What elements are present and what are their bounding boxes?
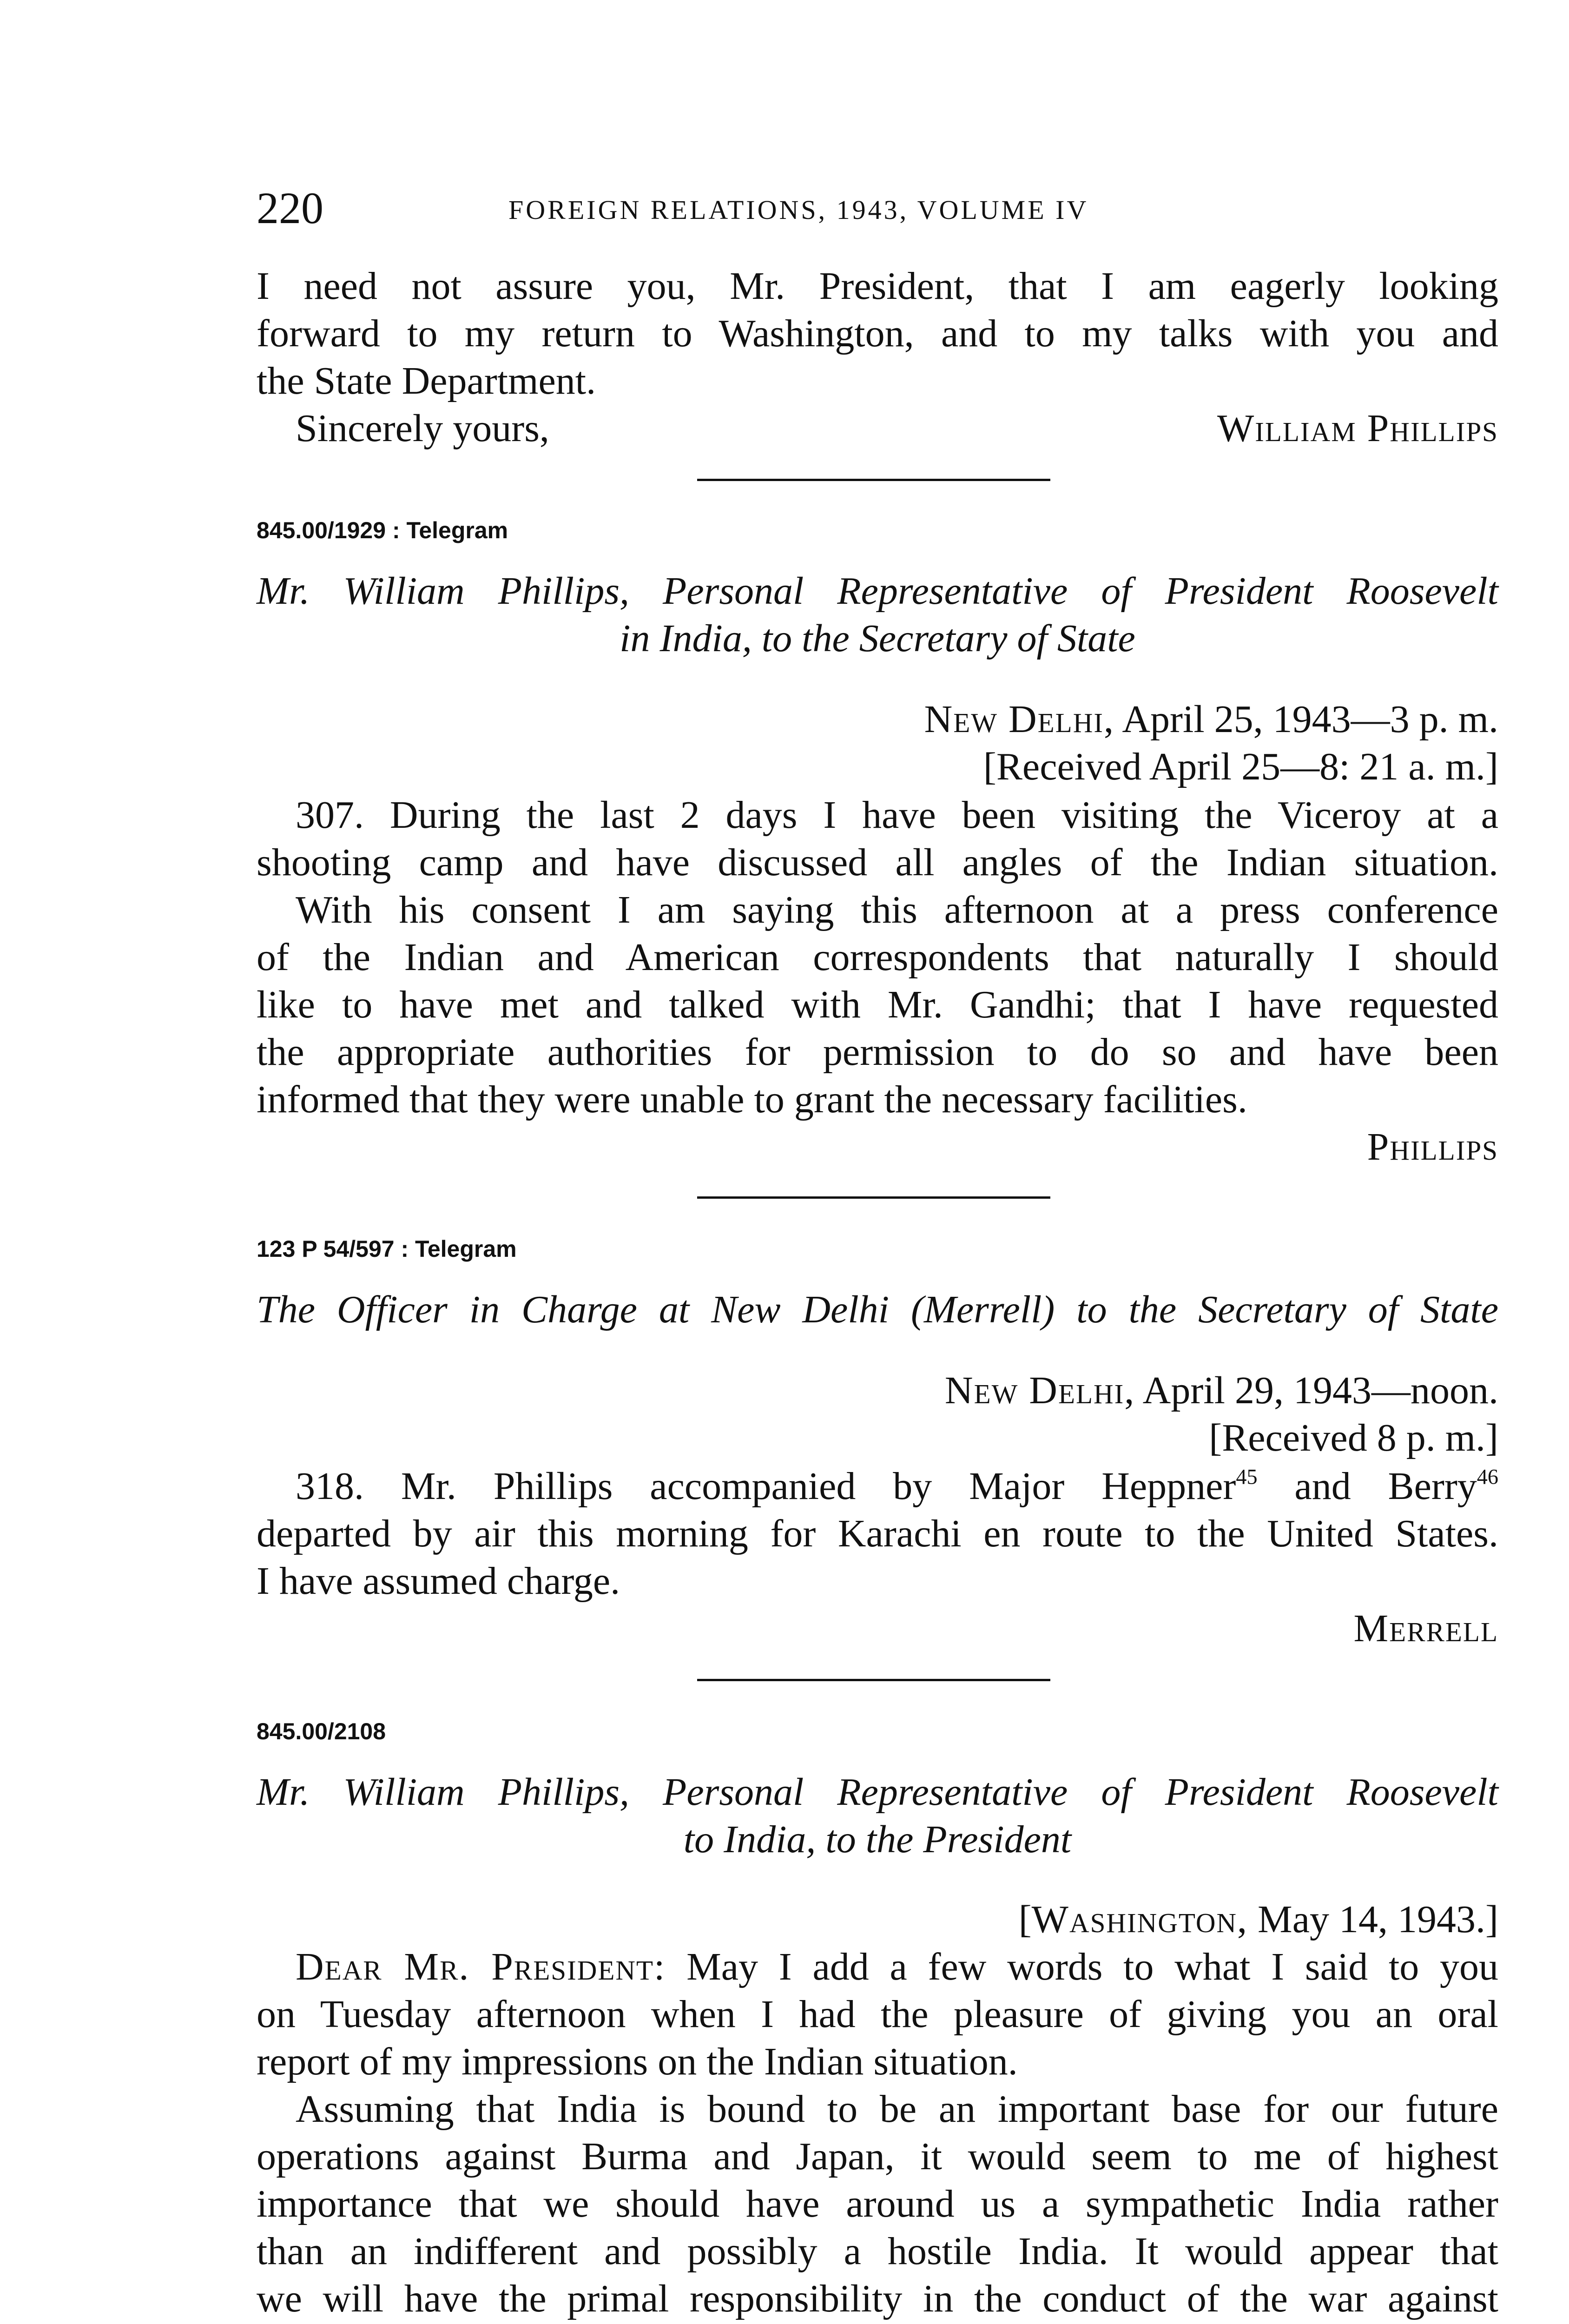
section-divider	[697, 1679, 1050, 1681]
paragraph-line: we will have the primal responsibility in the conduct of the war against	[257, 2277, 1498, 2320]
dateline-place: New Delhi,	[924, 698, 1114, 741]
signature: Phillips	[1367, 1125, 1498, 1169]
document-heading: The Officer in Charge at New Delhi (Merrell) to the Secretary of State	[257, 1288, 1498, 1331]
paragraph-line: shooting camp and have discussed all angles of the Indian situation.	[257, 841, 1498, 884]
paragraph-line: the appropriate authorities for permission to do so and have been	[257, 1030, 1498, 1074]
dateline-place: Washington,	[1031, 1898, 1248, 1941]
received-note: [Received 8 p. m.]	[1209, 1416, 1498, 1459]
paragraph-line: the State Department.	[257, 359, 596, 403]
document-heading: to India, to the President	[683, 1818, 1072, 1861]
document-heading: Mr. William Phillips, Personal Representative of President Roosevelt	[257, 569, 1498, 613]
signature: Merrell	[1353, 1607, 1498, 1650]
received-note: [Received April 25—8: 21 a. m.]	[983, 745, 1498, 788]
paragraph-text: 318. Mr. Phillips accompanied by Major Heppner	[296, 1465, 1236, 1508]
footnote-ref: 46	[1477, 1465, 1498, 1489]
running-title: FOREIGN RELATIONS, 1943, VOLUME IV	[508, 195, 1089, 225]
paragraph-line: I have assumed charge.	[257, 1559, 620, 1603]
paragraph-line: Assuming that India is bound to be an important base for our future	[296, 2087, 1498, 2131]
running-head	[257, 182, 1498, 234]
paragraph-line: informed that they were unable to grant the necessary facilities.	[257, 1078, 1247, 1121]
document-heading: in India, to the Secretary of State	[620, 617, 1135, 660]
paragraph-line: I need not assure you, Mr. President, that I am eagerly looking	[257, 264, 1498, 308]
page-number: 220	[257, 183, 323, 233]
paragraph-text: May I add a few words to what I said to you	[666, 1945, 1499, 1988]
document-file-id: 123 P 54/597 : Telegram	[257, 1236, 517, 1262]
closing-line	[257, 405, 1498, 452]
paragraph-line: departed by air this morning for Karachi en route to the United States.	[257, 1512, 1498, 1555]
dateline-date: April 29, 1943—noon.	[1135, 1369, 1498, 1412]
paragraph-line: of the Indian and American correspondents that naturally I should	[257, 936, 1498, 979]
paragraph-line: importance that we should have around us a sympathetic India rather	[257, 2182, 1498, 2225]
section-divider	[697, 479, 1050, 481]
dateline-date: May 14, 1943.]	[1248, 1898, 1498, 1941]
paragraph-line: operations against Burma and Japan, it would seem to me of highest	[257, 2135, 1498, 2178]
paragraph-line: With his consent I am saying this afternoon at a press conference	[296, 888, 1498, 931]
document-file-id: 845.00/2108	[257, 1718, 386, 1744]
dateline-place: New Delhi,	[944, 1369, 1135, 1412]
salutation: Dear Mr. President:	[296, 1945, 666, 1988]
dateline-date: April 25, 1943—3 p. m.	[1114, 698, 1498, 741]
paragraph-line: on Tuesday afternoon when I had the pleasure of giving you an oral	[257, 1993, 1498, 2036]
dateline	[257, 1896, 1498, 1943]
footnote-ref: 45	[1236, 1465, 1258, 1489]
document-file-id: 845.00/1929 : Telegram	[257, 517, 508, 543]
document-heading: Mr. William Phillips, Personal Representative of President Roosevelt	[257, 1770, 1498, 1814]
paragraph-line	[257, 1463, 1498, 1510]
paragraph-line: forward to my return to Washington, and to my talks with you and	[257, 312, 1498, 355]
paragraph-line: 307. During the last 2 days I have been visiting the Viceroy at a	[296, 793, 1498, 837]
paragraph-line: report of my impressions on the Indian situation.	[257, 2040, 1018, 2083]
paragraph-line: than an indifferent and possibly a hostile India. It would appear that	[257, 2230, 1498, 2273]
paragraph-text: and Berry	[1257, 1465, 1477, 1508]
dateline	[257, 696, 1498, 743]
dateline-bracket: [	[1018, 1898, 1032, 1941]
section-divider	[697, 1196, 1050, 1199]
paragraph-line: like to have met and talked with Mr. Gandhi; that I have requested	[257, 983, 1498, 1026]
complimentary-close: Sincerely yours,	[296, 407, 549, 450]
dateline	[257, 1367, 1498, 1414]
signature: William Phillips	[1217, 407, 1498, 450]
paragraph-line	[257, 1944, 1498, 1990]
